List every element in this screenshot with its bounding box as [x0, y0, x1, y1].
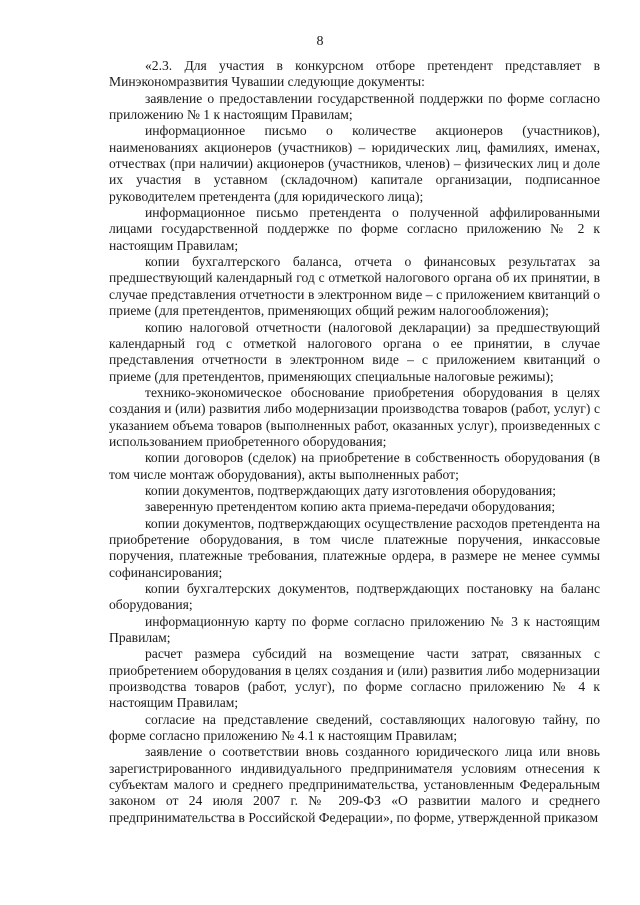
paragraph-accounting-docs: копии бухгалтерских документов, подтверждающих постановку на баланс оборудования; — [109, 581, 600, 613]
document-body — [109, 58, 600, 826]
paragraph-expenses: копии документов, подтверждающих осуществление расходов претендента на приобретение оборудования, в том числе платежные поручения, инкассовые поручения, платежные требования, платежные ордера, в размере не менее суммы софинансирования; — [109, 515, 600, 580]
paragraph-info-card: информационную карту по форме согласно приложению № 3 к настоящим Правилам; — [109, 613, 600, 646]
paragraph-balance-sheet: копии бухгалтерского баланса, отчета о финансовых результатах за предшествующий календарный год с отметкой налогового органа об их принятии, в случае представления отчетности в электронном виде – с приложением квитанций о приеме (для претендентов, применяющих общий режим налогообложения); — [109, 254, 600, 319]
paragraph-tax-report: копию налоговой отчетности (налоговой декларации) за предшествующий календарный год с отметкой налогового органа о ее принятии, в случае представления отчетности в электронном виде – с приложением квитанций о приеме (для претендентов, применяющих специальные налоговые режимы); — [109, 319, 600, 384]
page-number: 8 — [316, 34, 324, 49]
paragraph-affiliates-letter: информационное письмо претендента о полученной аффилированными лицами государственной поддержке по форме согласно приложению № 2 к настоящим Правилам; — [109, 205, 600, 253]
paragraph-shareholders-letter: информационное письмо о количестве акционеров (участников), наименованиях акционеров (участников) – юридических лиц, фамилиях, именах, отчествах (при наличии) акционеров (участников, членов) – физических лиц и доле их участия в уставном (складочном) капитале организации, подписанное руководителем претендента (для юридического лица); — [109, 123, 600, 204]
paragraph-intro: «2.3. Для участия в конкурсном отборе претендент представляет в Минэкономразвития Чувашии следующие документы: — [109, 58, 600, 90]
paragraph-feasibility: технико-экономическое обоснование приобретения оборудования в целях создания и (или) развития либо модернизации производства товаров (работ, услуг) с указанием объема товаров (выполненных работ, оказанных услуг), произведенных с использованием приобретенного оборудования; — [109, 384, 600, 449]
paragraph-contracts: копии договоров (сделок) на приобретение в собственность оборудования (в том числе монтаж оборудования), акты выполненных работ; — [109, 450, 600, 482]
paragraph-tax-secret-consent: согласие на представление сведений, составляющих налоговую тайну, по форме согласно приложению № 4.1 к настоящим Правилам; — [109, 711, 600, 744]
paragraph-application: заявление о предоставлении государственной поддержки по форме согласно приложению № 1 к настоящим Правилам; — [109, 90, 600, 123]
paragraph-sme-statement: заявление о соответствии вновь созданного юридического лица или вновь зарегистрированного индивидуального предпринимателя условиям отнесения к субъектам малого и среднего предпринимательства, установленным Федеральным законом от 24 июля 2007 г. № 209-ФЗ «О развитии малого и среднего предпринимательства в Российской Федерации», по форме, утвержденной приказом — [109, 744, 600, 825]
paragraph-subsidy-calc: расчет размера субсидий на возмещение части затрат, связанных с приобретением оборудования в целях создания и (или) развития либо модернизации производства товаров (работ, услуг), по форме согласно приложению № 4 к настоящим Правилам; — [109, 646, 600, 711]
paragraph-acceptance-act: заверенную претендентом копию акта приема-передачи оборудования; — [145, 499, 556, 515]
paragraph-manufacture-date: копии документов, подтверждающих дату изготовления оборудования; — [145, 482, 557, 498]
